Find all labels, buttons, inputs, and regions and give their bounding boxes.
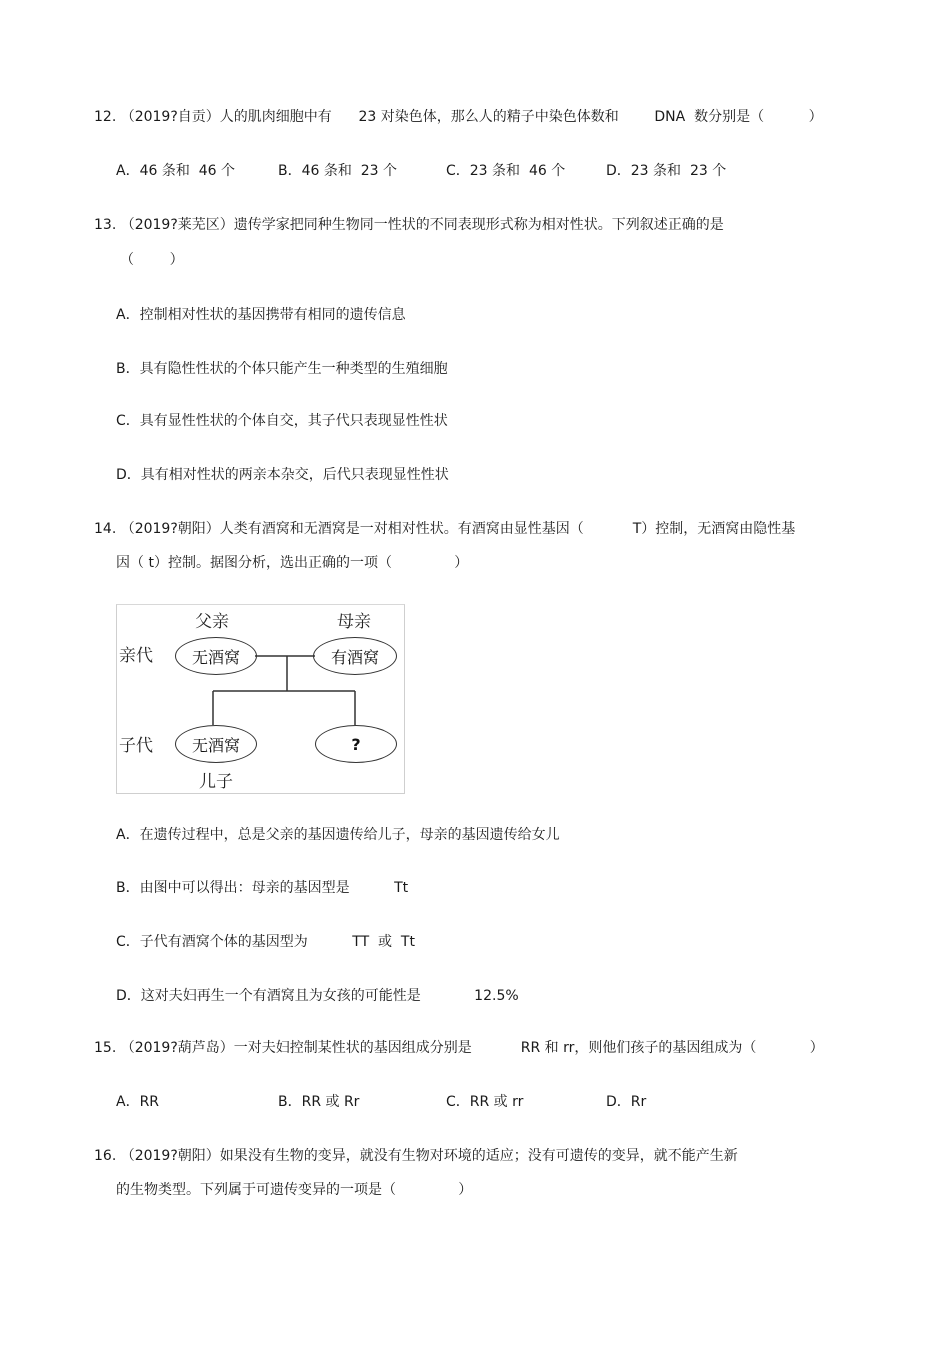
q12-option-a[interactable]: A．46 条和 46 个	[116, 163, 236, 179]
question-14-stem: 14. （2019?朝阳）人类有酒窝和无酒窝是一对相对性状。有酒窝由显性基因（ T）控制，无酒窝由隐性基	[94, 521, 796, 537]
question-14-stem-cont: 因（ t）控制。据图分析，选出正确的一项（ ）	[116, 555, 469, 571]
q14-option-c[interactable]: C．子代有酒窝个体的基因型为 TT 或 Tt	[116, 934, 415, 950]
son-node: 无酒窝	[175, 725, 257, 763]
q15-option-b[interactable]: B．RR 或 Rr	[278, 1094, 360, 1110]
q15-option-a[interactable]: A．RR	[116, 1094, 160, 1110]
mother-node: 有酒窝	[313, 637, 397, 675]
q13-option-c[interactable]: C．具有显性性状的个体自交，其子代只表现显性性状	[116, 413, 448, 429]
son-label: 儿子	[199, 772, 233, 792]
q15-option-c[interactable]: C．RR 或 rr	[446, 1094, 524, 1110]
question-16-stem: 16. （2019?朝阳）如果没有生物的变异，就没有生物对环境的适应；没有可遗传的变异，就不能产生新	[94, 1148, 738, 1164]
q13-option-a[interactable]: A．控制相对性状的基因携带有相同的遗传信息	[116, 307, 406, 323]
unknown-child-node: ?	[315, 725, 397, 763]
question-16-stem-cont: 的生物类型。下列属于可遗传变异的一项是（ ）	[116, 1182, 473, 1198]
pedigree-lines	[117, 605, 404, 793]
q14-option-d[interactable]: D．这对夫妇再生一个有酒窝且为女孩的可能性是 12.5%	[116, 988, 519, 1004]
q14-option-a[interactable]: A．在遗传过程中，总是父亲的基因遗传给儿子，母亲的基因遗传给女儿	[116, 827, 560, 843]
q13-option-b[interactable]: B．具有隐性性状的个体只能产生一种类型的生殖细胞	[116, 361, 448, 377]
q15-option-d[interactable]: D．Rr	[606, 1094, 647, 1110]
father-label: 父亲	[195, 612, 229, 632]
q12-option-c[interactable]: C．23 条和 46 个	[446, 163, 566, 179]
pedigree-figure	[116, 604, 405, 794]
q13-option-d[interactable]: D．具有相对性状的两亲本杂交，后代只表现显性性状	[116, 467, 449, 483]
q12-option-d[interactable]: D．23 条和 23 个	[606, 163, 727, 179]
question-15-stem: 15. （2019?葫芦岛）一对夫妇控制某性状的基因组成分别是 RR 和 rr，则他们孩子的基因组成为（ ）	[94, 1040, 824, 1056]
question-13-stem: 13. （2019?莱芜区）遗传学家把同种生物同一性状的不同表现形式称为相对性状。下列叙述正确的是	[94, 217, 724, 233]
question-13-stem-cont: （ ）	[120, 252, 184, 268]
father-node: 无酒窝	[175, 637, 257, 675]
q14-option-b[interactable]: B．由图中可以得出：母亲的基因型是 Tt	[116, 880, 409, 896]
parent-generation-label: 亲代	[119, 646, 153, 666]
q12-option-b[interactable]: B．46 条和 23 个	[278, 163, 398, 179]
question-12-stem: 12. （2019?自贡）人的肌肉细胞中有 23 对染色体，那么人的精子中染色体数和 DNA 数分别是（ ）	[94, 109, 823, 125]
mother-label: 母亲	[337, 612, 371, 632]
child-generation-label: 子代	[119, 736, 153, 756]
